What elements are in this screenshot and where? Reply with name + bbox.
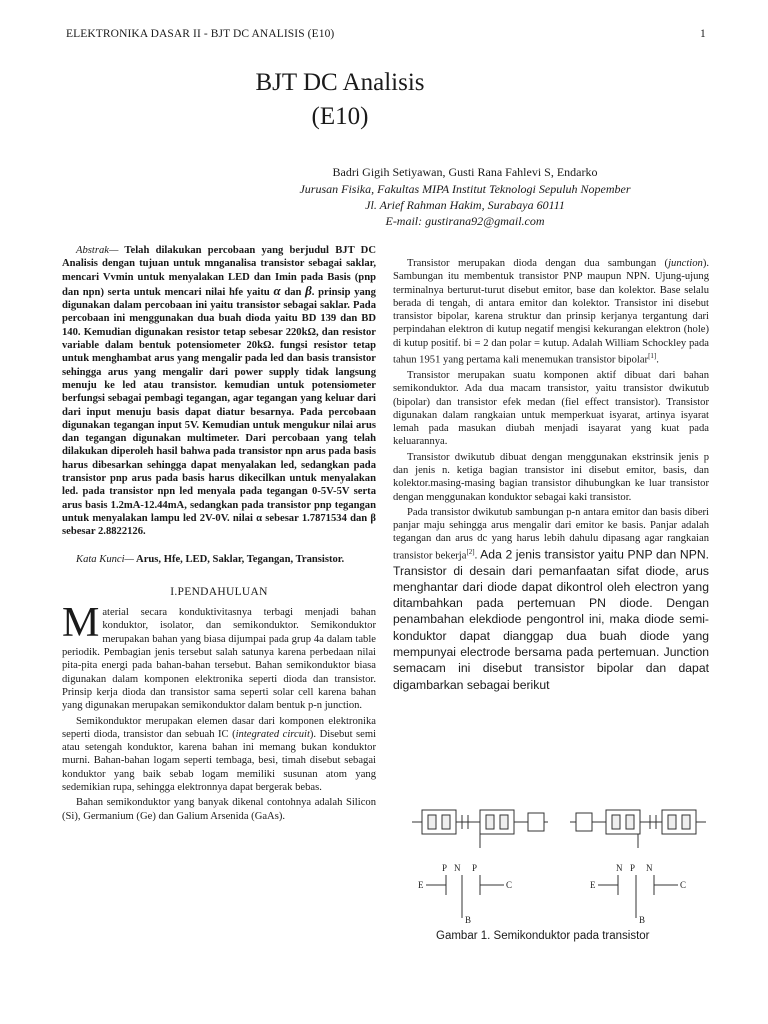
npn-label-c: C: [680, 880, 687, 890]
intro-paragraph-1: Material secara konduktivitasnya terbagi menjadi bahan konduktor, isolator, dan semikonduktor. Semikonduktor merupakan bahan yang biasa dijumpai pada grup 4a dalam table periodik. Pembagian jenis tersebut salah satunya karena perbedaan nilai pita-pita energi pada bahan-bahan tersebut. Bahan semikonduktor biasa digunakan dalam komponen elektronika seperti dioda dan transistor. Prinsip kerja dioda dan transistor sama seperti solar cell karena bahan yang digunakan merupakan semikonduktor dalam bentuk p-n junction.: [62, 600, 376, 712]
sans-text-block: Ada 2 jenis transistor yaitu PNP dan NPN. Transistor di desain dari pemanfaatan sifat diode, arus menghantar dari diode dapat dikontrol oleh electron yang ditambahkan pada pertemuan PN diode. Dengan penambahan elekdiode pengontrol ini, maka diode semi-konduktor dapat dianggap dua buah diode yang mempunyai electrode bersama pada pertemuan. Junction semacam ini disebut transistor bipolar dan dapat digambarkan sebagai berikut: [393, 547, 710, 692]
author-affiliation: Jurusan Fisika, Fakultas MIPA Institut Teknologi Sepuluh Nopember: [299, 182, 631, 196]
left-column: [62, 244, 376, 823]
pnp-block-1: [422, 810, 456, 834]
npn-letter-2: P: [630, 863, 636, 873]
pnp-letter-3: P: [472, 863, 478, 873]
right-paragraph-2: Transistor merupakan suatu komponen aktif dibuat dari bahan semikonduktor. Ada dua macam transistor, yaitu transistor dwikutub (bipolar) dan transistor efek medan (fiel effect transistor). Transistor digunakan dalam rangkaian untuk memperkuat isyarat, artinya isyarat lemah pada masukan diubah menjadi isayarat yang kuat pada keluarannya.: [393, 369, 709, 448]
alpha-symbol: α: [273, 282, 281, 298]
page-number: 1: [700, 28, 706, 40]
citation-2: [2]: [466, 547, 475, 556]
right-paragraph-1: Transistor merupakan dioda dengan dua sambungan (junction). Sambungan itu membentuk transistor PNP maupun NPN. Ujung-ujung terminalnya berturut-turut disebut emitor, base dan kolektor. Base selalu berada di tengah, di antara emitor dan kolektor. Transistor ini disebut transistor bipolar, karena struktur dan prinsip kerjanya tergantung dari perpindahan elektron di kutup negatif mengisi kekurangan elektron (hole) di kutup positif. bi = 2 dan polar = kutup. Adalah William Schockley pada tahun 1951 yang pertama kali menemukan transistor bipolar[1].: [393, 258, 709, 366]
citation-1: [1]: [648, 352, 657, 361]
section-heading-pendahuluan: I.PENDAHULUAN: [170, 585, 268, 598]
npn-label-e: E: [590, 880, 596, 890]
title-line-1: BJT DC Analisis: [255, 69, 425, 96]
pnp-label-b: B: [465, 915, 472, 925]
abstract: Abstrak— Telah dilakukan percobaan yang berjudul BJT DC Analisis dengan tujuan untuk mnganalisa transistor sebagai saklar, mencari Vvmin untuk menyalakan LED dan Imin pada Basis (pnp dan npn) serta untuk mencari nilai hfe yaitu α dan β. prinsip yang digunakan dalam percobaan ini yaitu transistor sebagai saklar. Pada percobaan ini menggunakan dua buah dioda yaitu BD 139 dan BD 140. Kemudian digunakan resistor tetap sebesar 220kΩ, dan resistor variable dalam bentuk potensiometer 20kΩ. fungsi resistor tetap untuk menghambat arus yang mengalir pada led dan basis transistor sehingga arus yang mengalir dari power supply tidak langsung menuju ke led atau transistor. kemudian untuk potensiometer berfungsi sebagai pembagi tegangan, agar tegangan yang keluar dari dari input menuju basis dapat diatur besarnya. Pada percobaan digunakan tegangan input 5V. Kemudian untuk mengukur nilai arus dan tegangan digunakan multimeter. Dari percobaan yang telah dilakukan diperoleh hasil bahwa pada transistor npn arus pada basis harus dibesarkan sehingga dapat menyalakan led, sedangkan pada transistor pnp arus pada basis harus dikecilkan untuk menyalakan led. pada transistor npn led menyala pada tegangan 0-5V-5V serta arus basis 1.2mA-12.44mA, sedangkan pada transistor pnp tegangan untuk menyalakan lampu led 2V-0V. nilai α sebesar 1.7871534 dan β sebesar 2.8822126.: [62, 245, 376, 538]
pnp-block-3: [528, 813, 544, 831]
pnp-label-c: C: [506, 880, 513, 890]
right-paragraph-4: Pada transistor dwikutub sambungan p-n antara emitor dan basis diberi panjar maju sehingga arus mengalir dari emitor ke basis. Panjar adalah tegangan dan arus dc yang harus lebih dahulu dipasang agar rangkaian transistor bekerja[2]. Ada 2 jenis transistor yaitu PNP dan NPN. Transistor di desain dari pemanfaatan sifat diode, arus menghantar dari diode dapat dikontrol oleh electron yang ditambahkan pada pertemuan PN diode. Dengan penambahan elekdiode pengontrol ini, maka diode semi-konduktor dapat dianggap dua buah diode yang mempunyai electrode bersama pada pertemuan. Junction semacam ini disebut transistor bipolar dan dapat digambarkan sebagai berikut: [393, 506, 710, 692]
pnp-block-2: [480, 810, 514, 834]
figure-caption: Gambar 1. Semikonduktor pada transistor: [436, 930, 650, 942]
transistor-figure: [410, 805, 710, 925]
right-column: [393, 257, 709, 693]
title-line-2: (E10): [311, 103, 369, 130]
right-paragraph-3: Transistor dwikutub dibuat dengan menggunakan ekstrinsik jenis p dan jenis n. ketiga bagian transistor ini disebut emitor, basis, dan kolektor.masing-masing bagian transistor dihubungkan ke luar transistor dengan menggunakan konduktor sebagai kaki transistor.: [393, 451, 709, 503]
author-email: E-mail: gustirana92@gmail.com: [385, 214, 545, 228]
paper-title: [190, 66, 490, 134]
npn-block-1: [576, 813, 592, 831]
npn-letter-1: N: [616, 863, 623, 873]
author-names: Badri Gigih Setiyawan, Gusti Rana Fahlevi S, Endarko: [332, 165, 598, 179]
pnp-label-e: E: [418, 880, 424, 890]
npn-block-3: [662, 810, 696, 834]
beta-symbol: β: [305, 282, 312, 298]
author-address: Jl. Arief Rahman Hakim, Surabaya 60111: [365, 198, 565, 212]
drop-cap: M: [62, 600, 100, 647]
npn-label-b: B: [639, 915, 646, 925]
npn-block-2: [606, 810, 640, 834]
npn-letter-3: N: [646, 863, 653, 873]
keywords: Kata Kunci— Arus, Hfe, LED, Saklar, Tegangan, Transistor.: [76, 553, 345, 565]
keywords-label: Kata Kunci—: [76, 553, 134, 565]
abstract-label: Abstrak—: [76, 245, 119, 256]
pnp-letter-2: N: [454, 863, 461, 873]
intro-paragraph-3: Bahan semikonduktor yang banyak dikenal contohnya adalah Silicon (Si), Germanium (Ge) dan Galium Arsenida (GaAs).: [62, 797, 376, 822]
running-header: ELEKTRONIKA DASAR II - BJT DC ANALISIS (E10): [66, 28, 335, 40]
intro-paragraph-2: Semikonduktor merupakan elemen dasar dari komponen elektronika seperti dioda, transistor dan sebuah IC (integrated circuit). Disebut semi atau setengah konduktor, karena bahan ini memang bukan konduktor murni. Bahan-bahan logam seperti tembaga, besi, timah disebut sebagai konduktor yang baik sebab logam memiliki susunan atom yang sedemikian rupa, sehingga elektronnya dapat bergerak bebas.: [62, 715, 377, 793]
pnp-letter-1: P: [442, 863, 448, 873]
